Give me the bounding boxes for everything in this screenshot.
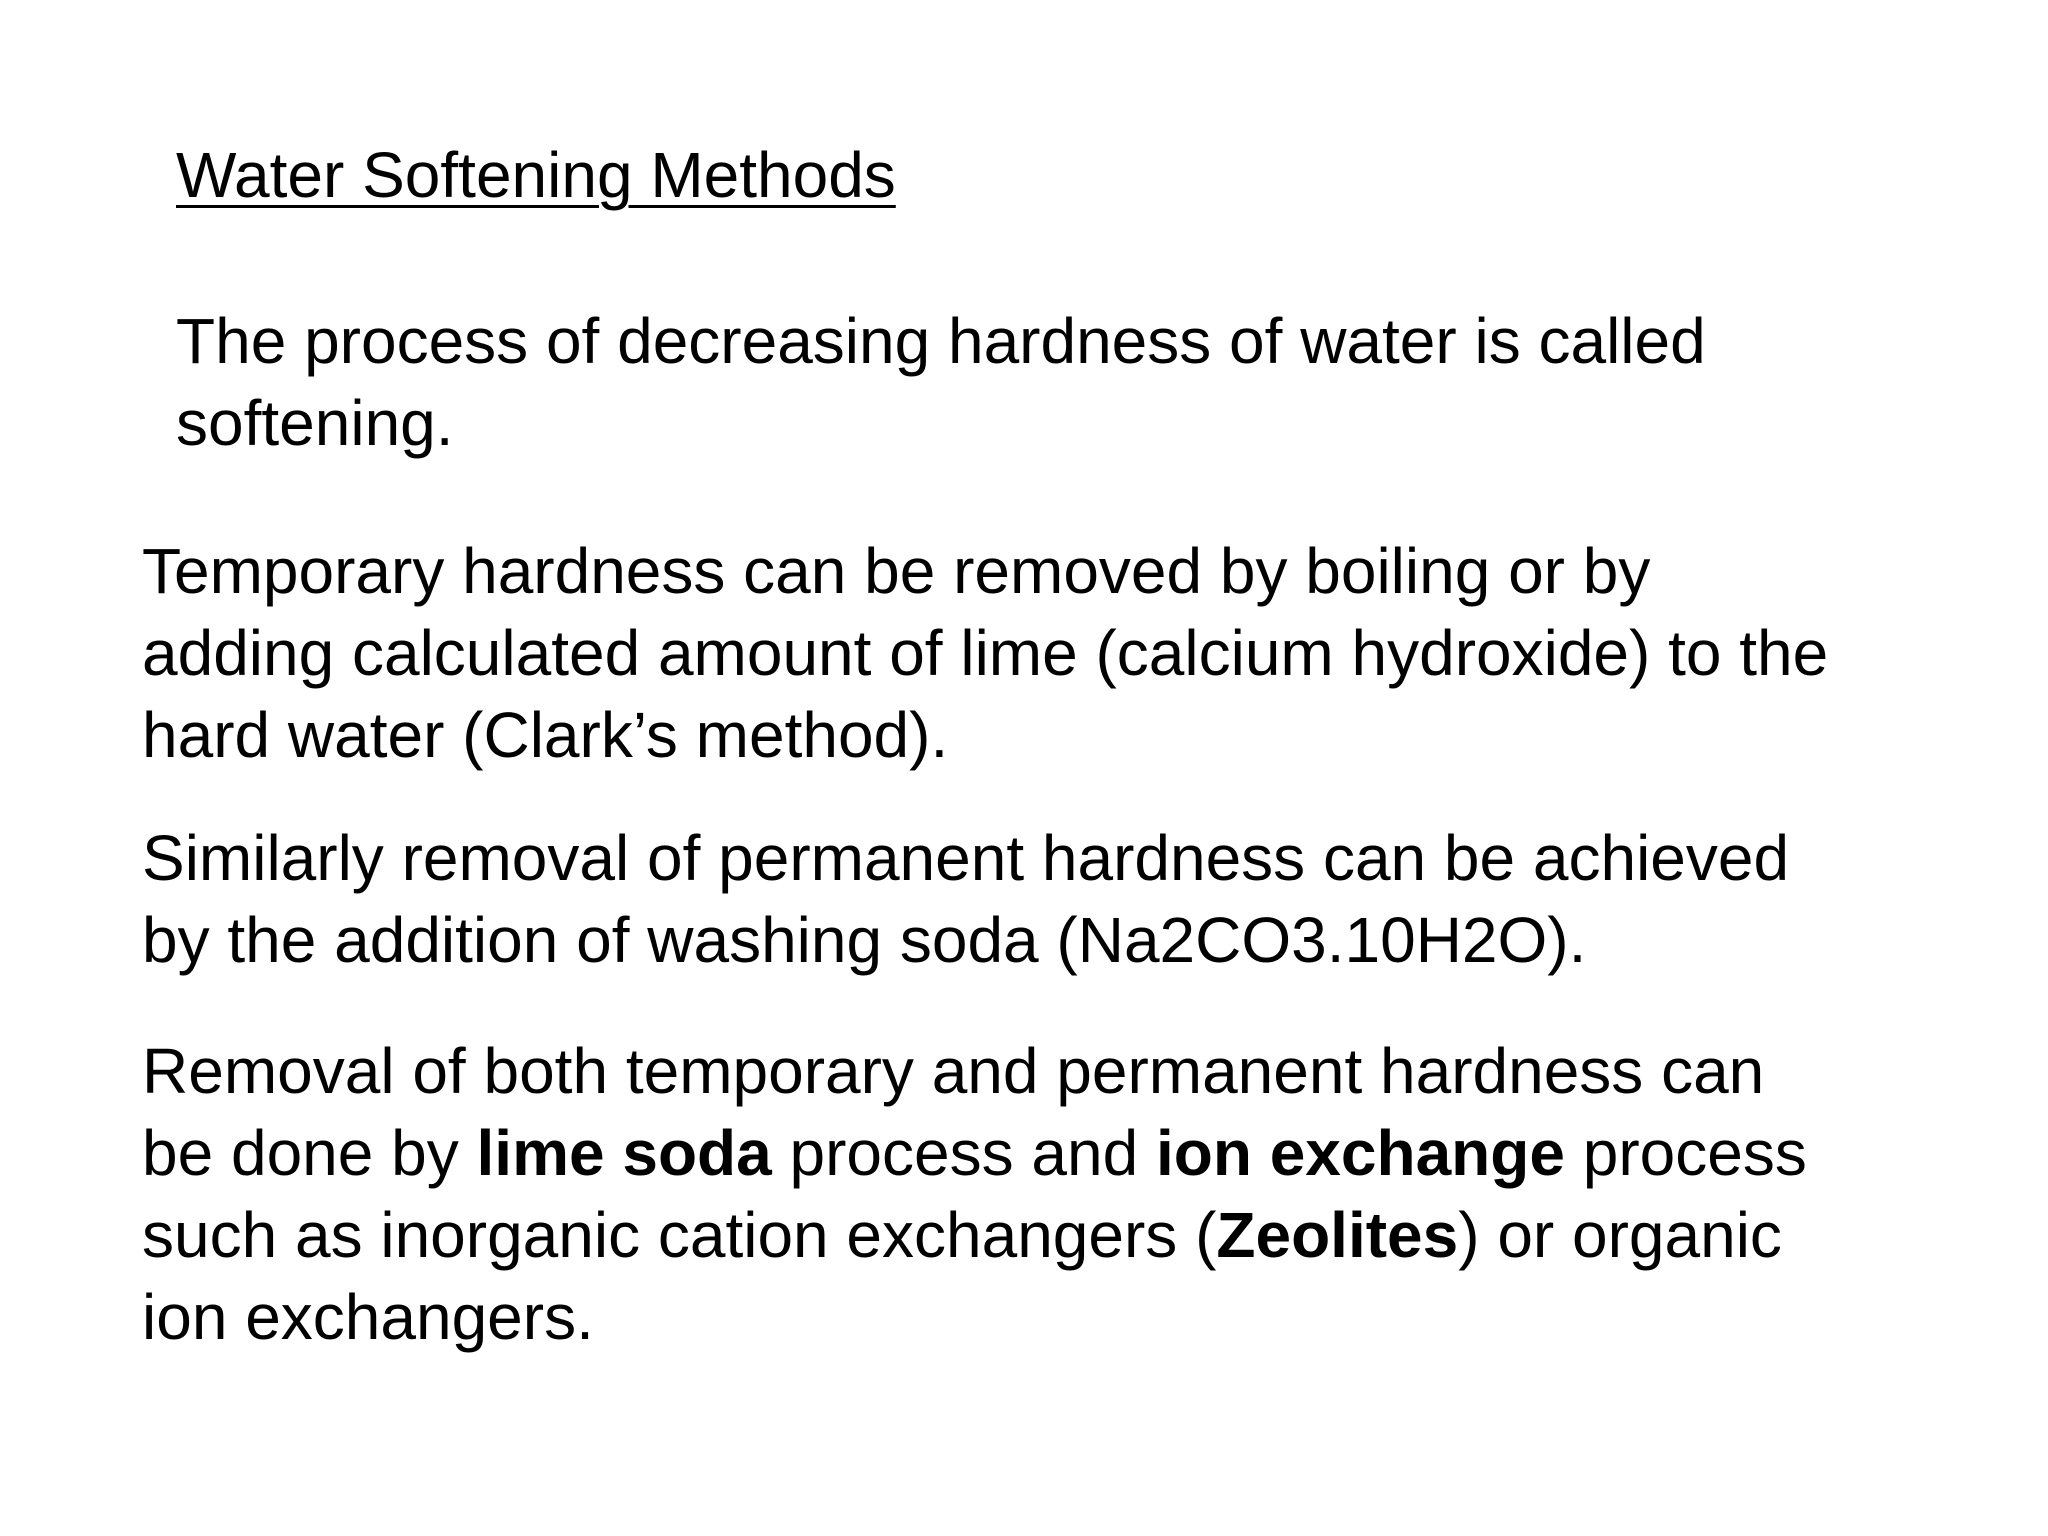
text-line: Temporary hardness can be removed by boiling or by	[142, 535, 1651, 607]
bold-term-lime-soda: lime soda	[476, 1117, 772, 1189]
bold-term-ion-exchange: ion exchange	[1155, 1117, 1565, 1189]
text-line: Removal of both temporary and permanent hardness can	[142, 1035, 1765, 1107]
text-run: such as inorganic cation exchangers (	[142, 1199, 1217, 1271]
text-line: ion exchangers.	[142, 1281, 594, 1353]
text-line: softening.	[176, 387, 454, 459]
text-run: ) or organic	[1458, 1199, 1782, 1271]
temporary-hardness-paragraph	[142, 530, 2002, 776]
text-run: be done by	[142, 1117, 477, 1189]
text-line: Similarly removal of permanent hardness can be achieved	[142, 822, 1790, 894]
text-line: by the addition of washing soda (Na2CO3.10H2O).	[142, 904, 1587, 976]
intro-paragraph	[176, 300, 1936, 464]
text-line	[142, 1112, 2002, 1194]
text-line: The process of decreasing hardness of water is called	[176, 305, 1706, 377]
text-line: hard water (Clark’s method).	[142, 699, 949, 771]
slide-title: Water Softening Methods	[176, 139, 896, 211]
text-line	[142, 1194, 2002, 1276]
text-line: adding calculated amount of lime (calcium hydroxide) to the	[142, 617, 1829, 689]
text-run: process and	[771, 1117, 1156, 1189]
bold-term-zeolites: Zeolites	[1216, 1199, 1459, 1271]
permanent-hardness-paragraph	[142, 817, 2002, 981]
text-run: process	[1564, 1117, 1807, 1189]
both-hardness-paragraph	[142, 1030, 2002, 1358]
